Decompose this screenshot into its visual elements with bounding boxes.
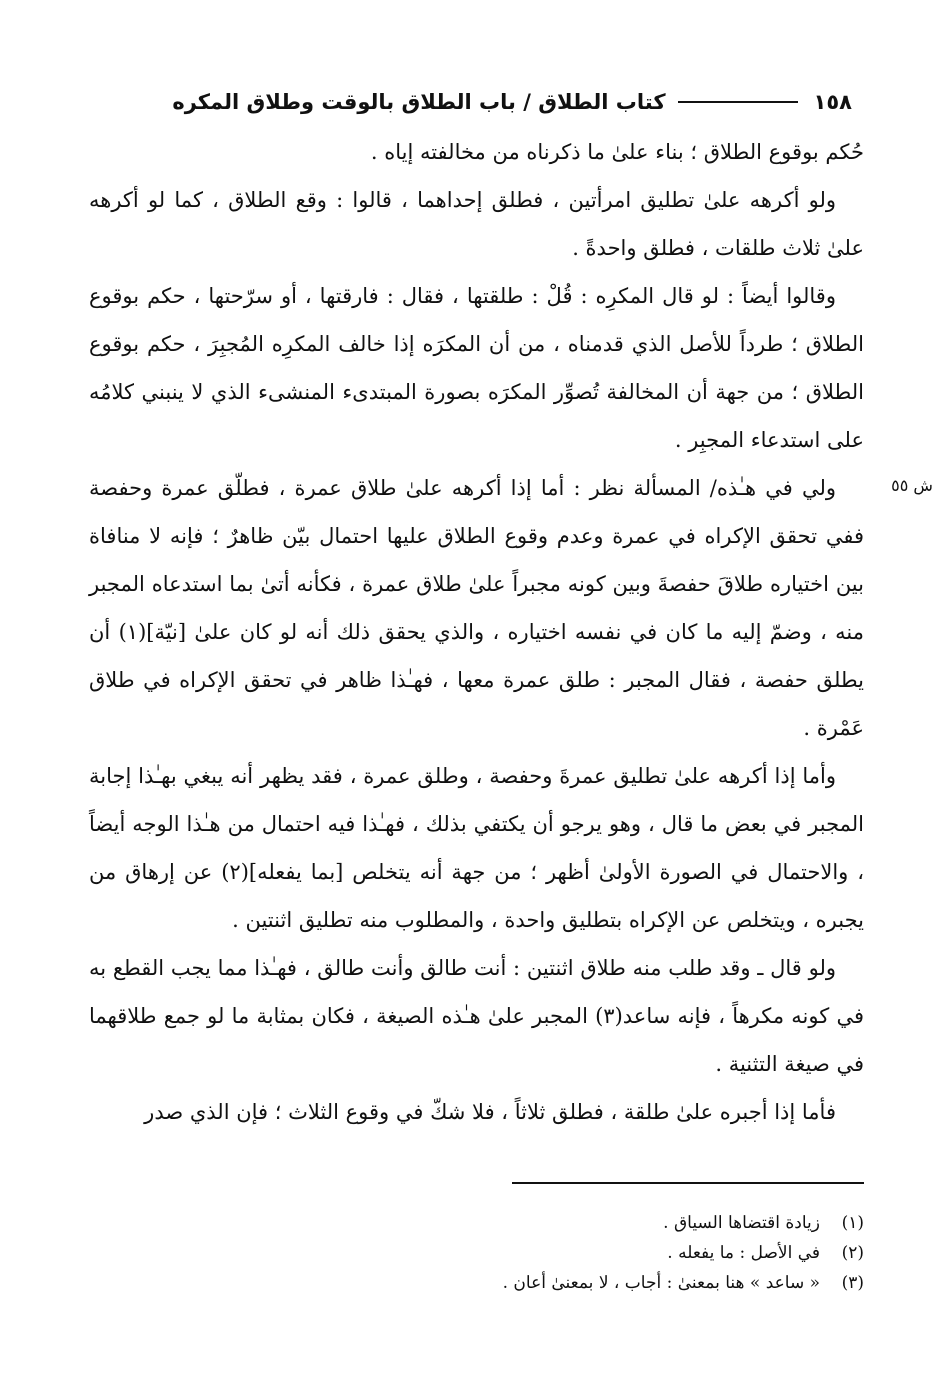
footnote: [89, 1238, 864, 1268]
paragraph: ولو قال ـ وقد طلب منه طلاق اثنتين : أنت طالق وأنت طالق ، فهـٰذا مما يجب القطع به في كونه مكرهاً ، فإنه ساعد(٣) المجبر علىٰ هـٰذه الصيغة ، فكان بمثابة ما لو جمع طلاقهما في صيغة التثنية .: [89, 956, 864, 1076]
footnote-text: في الأصل : ما يفعله .: [667, 1243, 820, 1263]
footnotes: [89, 1208, 864, 1298]
footnote-number: (٣): [841, 1273, 864, 1293]
paragraph: ولو أكرهه علىٰ تطليق امرأتين ، فطلق إحداهما ، قالوا : وقع الطلاق ، كما لو أكرهه علىٰ ثلاث طلقات ، فطلق واحدةً .: [89, 188, 864, 260]
footnote-text: « ساعد » هنا بمعنىٰ : أجاب ، لا بمعنىٰ أعان .: [502, 1273, 820, 1293]
header-title: كتاب الطلاق / باب الطلاق بالوقت وطلاق المكره: [172, 90, 666, 114]
paragraph: فأما إذا أجبره علىٰ طلقة ، فطلق ثلاثاً ، فلا شكّ في وقوع الثلاث ؛ فإن الذي صدر: [144, 1100, 836, 1124]
page-number: ١٥٨: [813, 90, 852, 114]
footnote-separator: [512, 1182, 864, 1184]
paragraph: حُكم بوقوع الطلاق ؛ بناء علىٰ ما ذكرناه من مخالفته إياه .: [370, 140, 864, 164]
paragraph: ولي في هـٰذه/ المسألة نظر : أما إذا أكرهه علىٰ طلاق عمرة ، فطلّق عمرة وحفصة ففي تحقق الإكراه في عمرة وعدم وقوع الطلاق عليها احتمال بيّن ظاهرٌ ؛ فإنه لا منافاة بين اختياره طلاقَ حفصةَ وبين كونه مجبراً علىٰ طلاق عمرة ، فكأنه أتىٰ بما استدعاه المجبر منه ، وضمّ إليه ما كان في نفسه اختياره ، والذي يحقق ذلك أنه لو كان علىٰ [نيّة](١) أن يطلق حفصة ، فقال المجبر : طلق عمرة معها ، فهـٰذا ظاهر في تحقق الإكراه في طلاق عَمْرة .: [89, 476, 865, 740]
paragraph: وأما إذا أكرهه علىٰ تطليق عمرةَ وحفصة ، وطلق عمرة ، فقد يظهر أنه يبغي بهـٰذا إجابة المجبر في بعض ما قال ، وهو يرجو أن يكتفي بذلك ، فهـٰذا فيه احتمال من هـٰذا الوجه أيضاً ، والاحتمال في الصورة الأولىٰ أظهر ؛ من جهة أنه يتخلص [بما يفعله](٢) عن إرهاق من يجبره ، ويتخلص عن الإكراه بتطليق واحدة ، والمطلوب منه تطليق اثنتين .: [89, 764, 864, 932]
running-header: [86, 84, 852, 120]
footnote: [89, 1208, 864, 1238]
paragraph: وقالوا أيضاً : لو قال المكرِه : قُلْ : طلقتها ، فقال : فارقتها ، أو سرّحتها ، حكم بوقوع الطلاق ؛ طرداً للأصل الذي قدمناه ، من أن المكرَه إذا خالف المكرِه المُجبِرَ ، حكم بوقوع الطلاق ؛ من جهة أن المخالفة تُصوِّر المكرَه بصورة المبتدىء المنشىء الذي لا ينبني كلامُه على استدعاء المجبِر .: [89, 284, 864, 452]
margin-manuscript-ref: ش ٥٥: [891, 476, 933, 495]
footnote-text: زيادة اقتضاها السياق .: [663, 1213, 820, 1233]
body-text: [89, 128, 864, 1136]
footnote-number: (١): [841, 1213, 864, 1233]
footnote: [89, 1268, 864, 1298]
header-rule: [678, 101, 798, 103]
footnote-number: (٢): [841, 1243, 864, 1263]
